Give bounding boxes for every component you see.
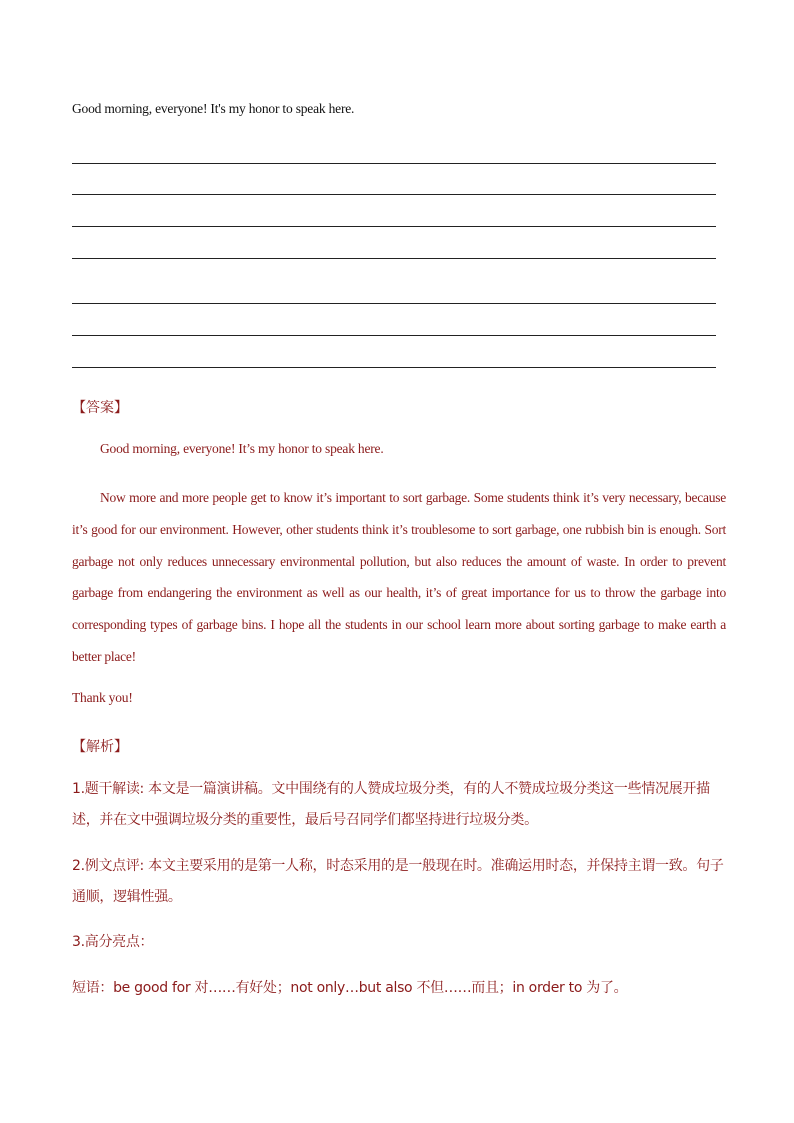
- writing-line: [72, 335, 716, 336]
- answer-greeting: Good morning, everyone! It’s my honor to speak here.: [100, 441, 384, 456]
- analysis-item-phrases: 短语：be good for 对……有好处；not only…but also 不但……而且；in order to 为了。: [72, 980, 628, 996]
- analysis-label: 【解析】: [72, 739, 128, 755]
- answer-body-paragraph: Now more and more people get to know it’s important to sort garbage. Some students think it’s very necessary, because it’s good for our environment. However, other students think it’s troublesome to sort garbage, one rubbish bin is enough. Sort garbage not only reduces unnecessary environmental pollution, but also reduces the amount of waste. In order to prevent garbage from endangering the environment as well as our health, it’s of great importance for us to throw the garbage into corresponding types of garbage bins. I hope all the students in our school learn more about sorting garbage to make earth a better place!: [72, 490, 726, 664]
- writing-line: [72, 163, 716, 164]
- prompt-intro-text: Good morning, everyone! It's my honor to speak here.: [72, 101, 355, 116]
- writing-line: [72, 194, 716, 195]
- answer-closing: Thank you!: [72, 690, 133, 705]
- answer-label: 【答案】: [72, 400, 128, 416]
- writing-line: [72, 303, 716, 304]
- analysis-item-highlights: 3.高分亮点：: [72, 934, 154, 950]
- writing-line: [72, 258, 716, 259]
- analysis-item-prompt-reading: 1.题干解读: 本文是一篇演讲稿。文中围绕有的人赞成垃圾分类，有的人不赞成垃圾分类这一些情况展开描述，并在文中强调垃圾分类的重要性，最后号召同学们都坚持进行垃圾分类。: [72, 781, 710, 828]
- writing-line: [72, 367, 716, 368]
- analysis-item-sample-review: 2.例文点评: 本文主要采用的是第一人称，时态采用的是一般现在时。准确运用时态，并保持主谓一致。句子通顺，逻辑性强。: [72, 858, 724, 905]
- writing-line: [72, 226, 716, 227]
